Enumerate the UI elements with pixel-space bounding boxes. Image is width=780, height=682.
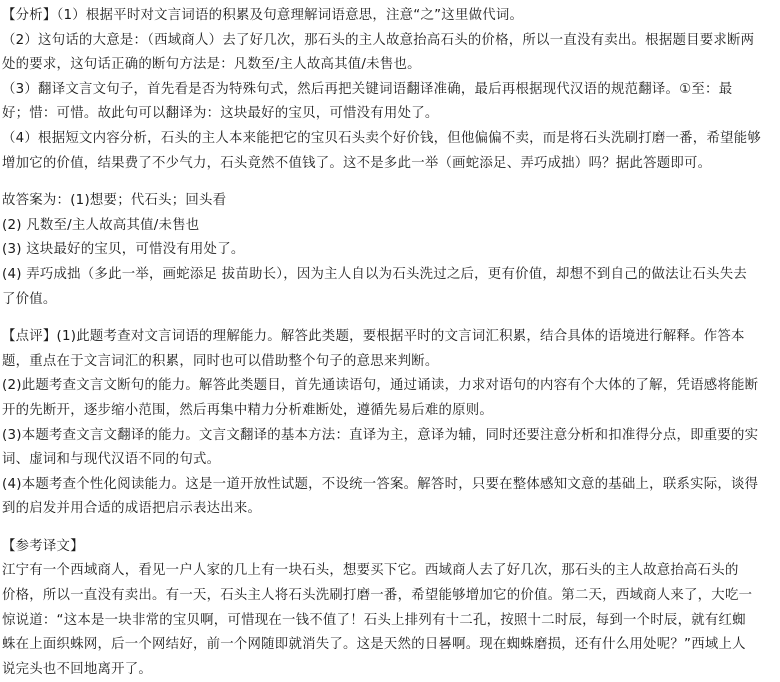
section-gap	[2, 522, 776, 535]
comment-line: (3)本题考查文言文翻译的能力。文言文翻译的基本方法：直译为主，意译为辅，同时还要注意分析和扣准得分点，即重要的实	[2, 427, 759, 443]
comment-line: (2)此题考查文言文断句的能力。解答此类题目，首先通读语句，通过诵读，力求对语句的内容有个大体的了解，凭语感将能断	[2, 378, 759, 394]
comment-line: (4)本题考查个性化阅读能力。这是一道开放性试题，不设统一答案。解答时，只要在整体感知文意的基础上，联系实际，谈得	[2, 476, 759, 492]
section-gap	[2, 312, 776, 325]
comment-line: 开的先断开，逐步缩小范围，然后再集中精力分析难断处，遵循先易后难的原则。	[2, 402, 494, 418]
translation-line: 【参考译文】	[2, 538, 84, 554]
comment-section	[2, 325, 776, 522]
translation-line: 说完头也不回地离开了。	[2, 661, 153, 677]
analysis-line: （3）翻译文言文句子，首先看是否为特殊句式，然后再把关键词语翻译准确，最后再根据现代汉语的规范翻译。①至：最	[2, 81, 733, 97]
analysis-line: （4）根据短文内容分析，石头的主人本来能把它的宝贝石头卖个好价钱，但他偏偏不卖，而是将石头洗刷打磨一番，希望能够	[2, 130, 761, 146]
translation-section	[2, 535, 776, 682]
answer-line: (2) 凡数至/主人故高其值/未售也	[2, 217, 200, 233]
translation-line: 惊说道：“这本是一块非常的宝贝啊，可惜现在一钱不值了！石头上排列有十二孔，按照十二时辰，每到一个时辰，就有红蜘	[2, 612, 746, 628]
analysis-line: 增加它的价值，结果费了不少气力，石头竟然不值钱了。这不是多此一举（画蛇添足、弄巧成拙）吗？据此答题即可。	[2, 155, 712, 171]
translation-line: 蛛在上面织蛛网，后一个网结好，前一个网随即就消失了。这是天然的日晷啊。现在蜘蛛磨损，还有什么用处呢？”西域上人	[2, 637, 746, 653]
translation-line: 江宁有一个西域商人，看见一户人家的几上有一块石头，想要买下它。西域商人去了好几次，那石头的主人故意抬高石头的	[2, 563, 739, 579]
comment-line: 【点评】(1)此题考查对文言词语的理解能力。解答此类题，要根据平时的文言词汇积累，结合具体的语境进行解释。作答本	[2, 329, 745, 345]
answer-line: 故答案为：(1)想要；代石头；回头看	[2, 193, 227, 209]
section-gap	[2, 176, 776, 189]
answers-section	[2, 189, 776, 312]
answer-line: (4) 弄巧成拙（多此一举，画蛇添足 拔苗助长），因为主人自以为石头洗过之后，更有价值，却想不到自己的做法让石头失去	[2, 266, 747, 282]
analysis-line: 【分析】（1）根据平时对文言词语的积累及句意理解词语意思，注意“之”这里做代词。	[2, 8, 524, 23]
comment-line: 词、虚词和与现代汉语不同的句式。	[2, 452, 221, 468]
translation-line: 价格，所以一直没有卖出。有一天，石头主人将石头洗刷打磨一番，希望能够增加它的价值。第二天，西域商人来了，大吃一	[2, 588, 753, 604]
answer-line: (3) 这块最好的宝贝，可惜没有用处了。	[2, 242, 245, 258]
analysis-line: 好；惜：可惜。故此句可以翻译为：这块最好的宝贝，可惜没有用处了。	[2, 106, 439, 122]
comment-line: 题，重点在于文言词汇的积累，同时也可以借助整个句子的意思来判断。	[2, 353, 439, 369]
analysis-line: （2）这句话的大意是：（西域商人）去了好几次，那石头的主人故意抬高石头的价格，所以一直没有卖出。根据题目要求断两	[2, 32, 755, 48]
answer-line: 了价值。	[2, 291, 57, 307]
analysis-section	[2, 4, 776, 176]
comment-line: 到的启发并用合适的成语把启示表达出来。	[2, 501, 262, 517]
analysis-line: 处的要求，这句话正确的断句方法是：凡数至/主人故高其值/未售也。	[2, 57, 421, 73]
